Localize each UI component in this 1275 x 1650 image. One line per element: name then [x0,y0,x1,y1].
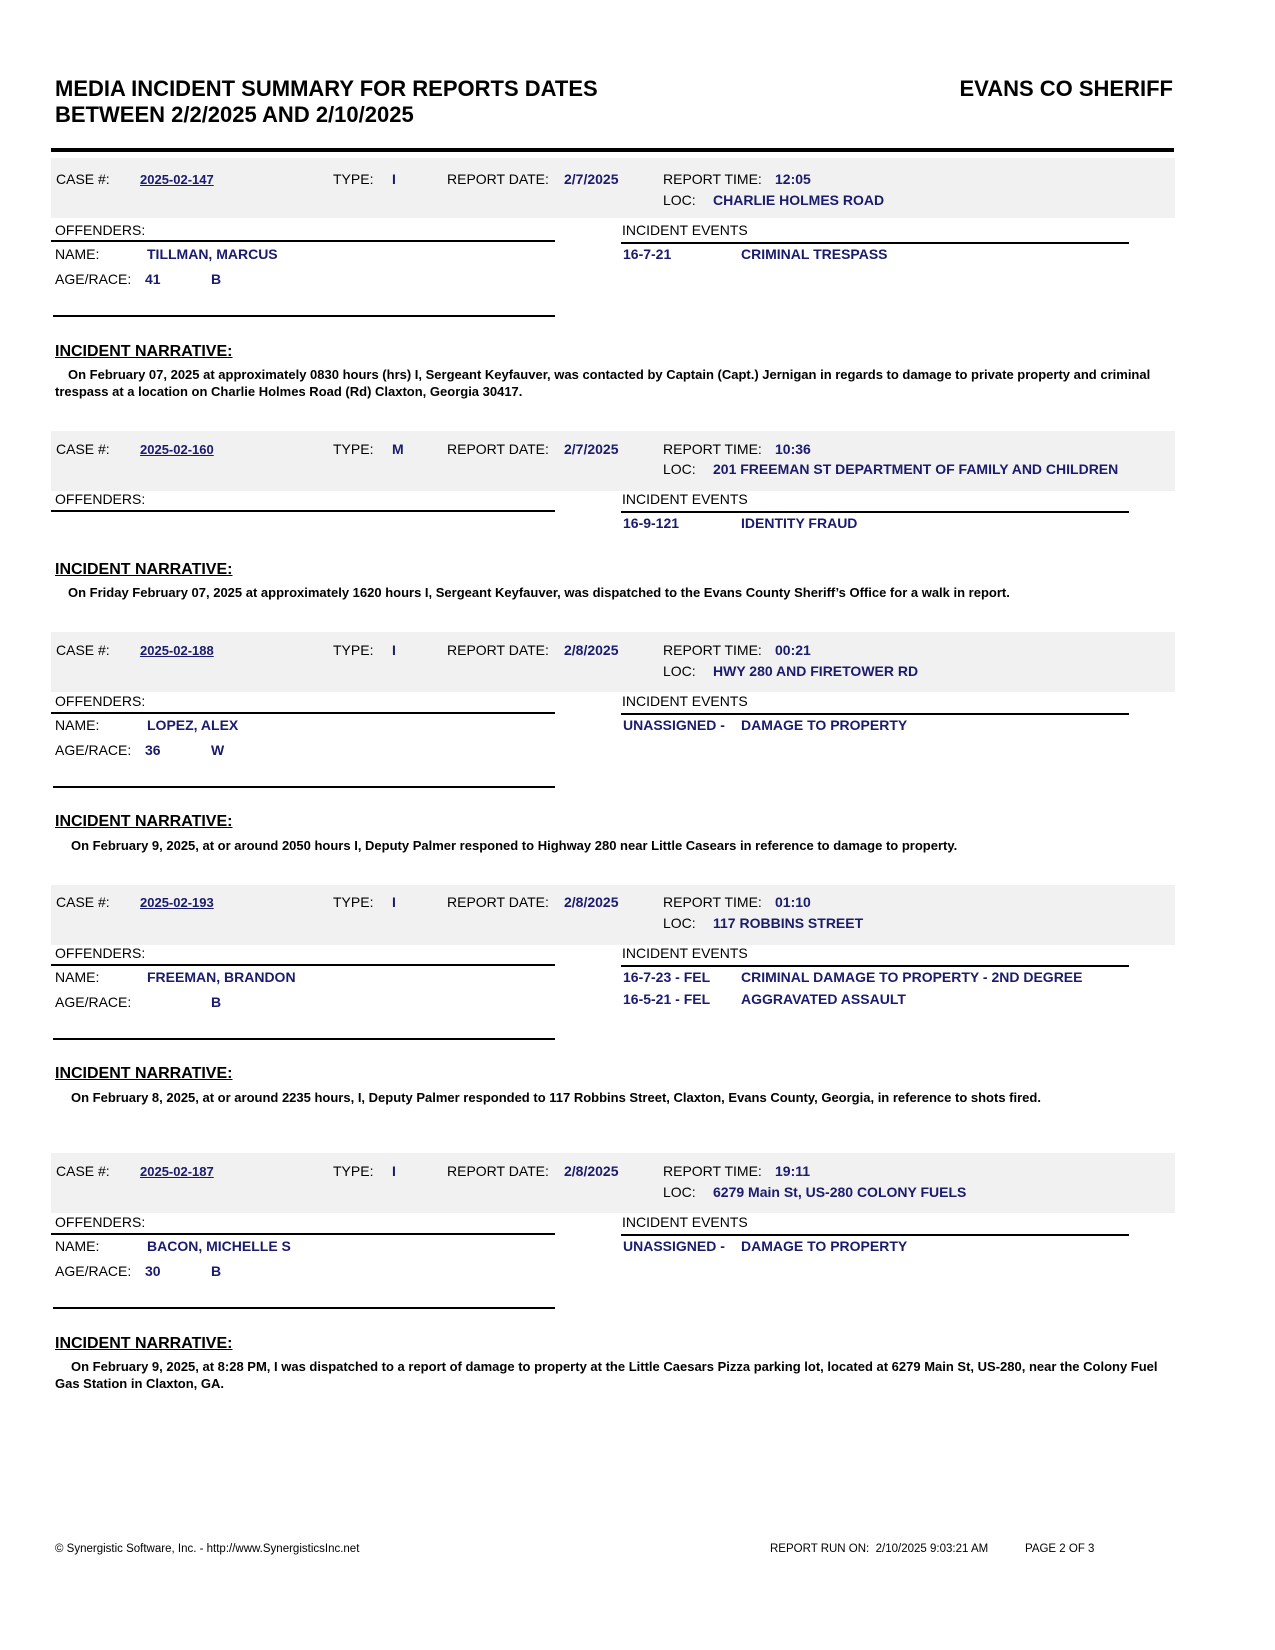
loc-value: HWY 280 AND FIRETOWER RD [713,663,919,679]
incident-events-label: INCIDENT EVENTS [622,222,748,238]
offender-age: 36 [145,742,161,758]
incident-events-label: INCIDENT EVENTS [622,693,748,709]
report-time-value: 01:10 [775,894,811,910]
case-label: CASE #: [56,894,110,910]
narrative-text: On Friday February 07, 2025 at approximately 1620 hours I, Sergeant Keyfauver, was dispatched to the Evans County Sheriff’s Office for a walk in report. [68,585,1010,600]
narrative-heading: INCIDENT NARRATIVE: [55,561,233,578]
type-value: I [392,894,396,910]
offenders-label: OFFENDERS: [55,222,146,238]
narrative-text: On February 9, 2025, at or around 2050 hours I, Deputy Palmer responed to Highway 280 near Little Casears in reference to damage to property. [71,838,958,853]
case-label: CASE #: [56,642,110,658]
loc-label: LOC: [663,461,696,477]
incident-events-label: INCIDENT EVENTS [622,945,748,961]
footer-copyright: © Synergistic Software, Inc. - http://www.SynergisticsInc.net [55,1543,360,1555]
report-date-value: 2/8/2025 [564,642,619,658]
event-description: IDENTITY FRAUD [741,515,858,531]
case-header-band [51,632,1175,692]
event-code: UNASSIGNED - [623,717,725,733]
offenders-label: OFFENDERS: [55,945,146,961]
report-date-value: 2/8/2025 [564,894,619,910]
offenders-rule [51,964,555,966]
report-time-value: 00:21 [775,642,811,658]
offender-race: B [211,994,222,1010]
offender-name: FREEMAN, BRANDON [147,969,296,985]
offender-section-end-rule [53,1307,555,1309]
offender-race: B [211,1263,222,1279]
narrative-heading: INCIDENT NARRATIVE: [55,813,233,830]
offender-section-end-rule [53,1038,555,1040]
events-rule [621,965,1129,967]
case-header-band [51,158,1175,218]
type-value: M [392,441,404,457]
case-number-link[interactable]: 2025-02-193 [140,895,214,910]
event-code: 16-7-23 - FEL [623,969,711,985]
case-number-link[interactable]: 2025-02-188 [140,643,214,658]
narrative-heading: INCIDENT NARRATIVE: [55,1065,233,1082]
page-number: PAGE 2 OF 3 [1025,1543,1095,1555]
incident-events-label: INCIDENT EVENTS [622,1214,748,1230]
report-title-line1: MEDIA INCIDENT SUMMARY FOR REPORTS DATES [55,76,598,101]
offenders-rule [51,240,555,242]
events-rule [621,242,1129,244]
report-date-label: REPORT DATE: [447,642,549,658]
report-date-label: REPORT DATE: [447,894,549,910]
case-header-band [51,1153,1175,1213]
age-race-label: AGE/RACE: [55,1263,132,1279]
report-date-label: REPORT DATE: [447,1163,549,1179]
event-description: DAMAGE TO PROPERTY [741,1238,908,1254]
report-run-value: 2/10/2025 9:03:21 AM [875,1543,989,1555]
offenders-label: OFFENDERS: [55,1214,146,1230]
offender-name: LOPEZ, ALEX [147,717,239,733]
report-time-label: REPORT TIME: [663,894,762,910]
events-rule [621,1234,1129,1236]
offenders-rule [51,712,555,714]
event-description: DAMAGE TO PROPERTY [741,717,908,733]
name-label: NAME: [55,1238,100,1254]
event-description: AGGRAVATED ASSAULT [741,991,906,1007]
report-title [55,76,775,128]
report-title-line2: BETWEEN 2/2/2025 AND 2/10/2025 [55,102,414,127]
report-time-value: 12:05 [775,171,811,187]
type-value: I [392,171,396,187]
report-time-label: REPORT TIME: [663,171,762,187]
agency-name: EVANS CO SHERIFF [959,76,1173,101]
name-label: NAME: [55,969,100,985]
report-time-label: REPORT TIME: [663,441,762,457]
case-number-link[interactable]: 2025-02-187 [140,1164,214,1179]
report-time-value: 10:36 [775,441,811,457]
offender-section-end-rule [53,315,555,317]
age-race-label: AGE/RACE: [55,742,132,758]
type-label: TYPE: [333,441,374,457]
incident-events-label: INCIDENT EVENTS [622,491,748,507]
loc-value: 201 FREEMAN ST DEPARTMENT OF FAMILY AND CHILDREN [713,461,1119,477]
name-label: NAME: [55,246,100,262]
offender-name: BACON, MICHELLE S [147,1238,291,1254]
loc-value: 6279 Main St, US-280 COLONY FUELS [713,1184,967,1200]
events-rule [621,511,1129,513]
report-time-value: 19:11 [775,1163,811,1179]
report-date-value: 2/7/2025 [564,171,619,187]
report-date-label: REPORT DATE: [447,441,549,457]
name-label: NAME: [55,717,100,733]
report-date-value: 2/8/2025 [564,1163,619,1179]
offender-age: 41 [145,271,161,287]
report-time-label: REPORT TIME: [663,642,762,658]
loc-value: CHARLIE HOLMES ROAD [713,192,885,208]
offenders-rule [51,510,555,512]
narrative-text: On February 07, 2025 at approximately 0830 hours (hrs) I, Sergeant Keyfauver, was contacted by Captain (Capt.) Jernigan in regards to damage to private property and criminal trespass at a location on Charlie Holmes Road (Rd) Claxton, Georgia 30417. [55,367,1151,399]
type-label: TYPE: [333,1163,374,1179]
offenders-rule [51,1233,555,1235]
type-label: TYPE: [333,642,374,658]
loc-label: LOC: [663,192,696,208]
type-value: I [392,1163,396,1179]
loc-label: LOC: [663,663,696,679]
age-race-label: AGE/RACE: [55,994,132,1010]
loc-label: LOC: [663,1184,696,1200]
type-label: TYPE: [333,894,374,910]
type-label: TYPE: [333,171,374,187]
header-divider [51,148,1174,152]
offenders-label: OFFENDERS: [55,693,146,709]
report-time-label: REPORT TIME: [663,1163,762,1179]
footer-report-run [770,1543,988,1555]
case-label: CASE #: [56,441,110,457]
offender-race: W [211,742,225,758]
offender-race: B [211,271,222,287]
case-label: CASE #: [56,171,110,187]
loc-label: LOC: [663,915,696,931]
report-date-value: 2/7/2025 [564,441,619,457]
type-value: I [392,642,396,658]
narrative-heading: INCIDENT NARRATIVE: [55,1335,233,1352]
age-race-label: AGE/RACE: [55,271,132,287]
narrative-text: On February 8, 2025, at or around 2235 hours, I, Deputy Palmer responded to 117 Robbins Street, Claxton, Evans County, Georgia, in reference to shots fired. [71,1090,1041,1105]
report-date-label: REPORT DATE: [447,171,549,187]
narrative-text: On February 9, 2025, at 8:28 PM, I was dispatched to a report of damage to property at the Little Caesars Pizza parking lot, located at 6279 Main St, US-280, near the Colony Fuel Gas Station in Claxton, GA. [55,1359,1158,1391]
offender-name: TILLMAN, MARCUS [147,246,278,262]
events-rule [621,713,1129,715]
event-description: CRIMINAL DAMAGE TO PROPERTY - 2ND DEGREE [741,969,1083,985]
event-description: CRIMINAL TRESPASS [741,246,888,262]
event-code: UNASSIGNED - [623,1238,725,1254]
offenders-label: OFFENDERS: [55,491,146,507]
loc-value: 117 ROBBINS STREET [713,915,864,931]
case-number-link[interactable]: 2025-02-160 [140,442,214,457]
event-code: 16-5-21 - FEL [623,991,711,1007]
offender-section-end-rule [53,786,555,788]
narrative-heading: INCIDENT NARRATIVE: [55,343,233,360]
case-number-link[interactable]: 2025-02-147 [140,172,214,187]
event-code: 16-9-121 [623,515,680,531]
report-run-label: REPORT RUN ON: [770,1543,870,1555]
offender-age: 30 [145,1263,161,1279]
case-label: CASE #: [56,1163,110,1179]
event-code: 16-7-21 [623,246,672,262]
